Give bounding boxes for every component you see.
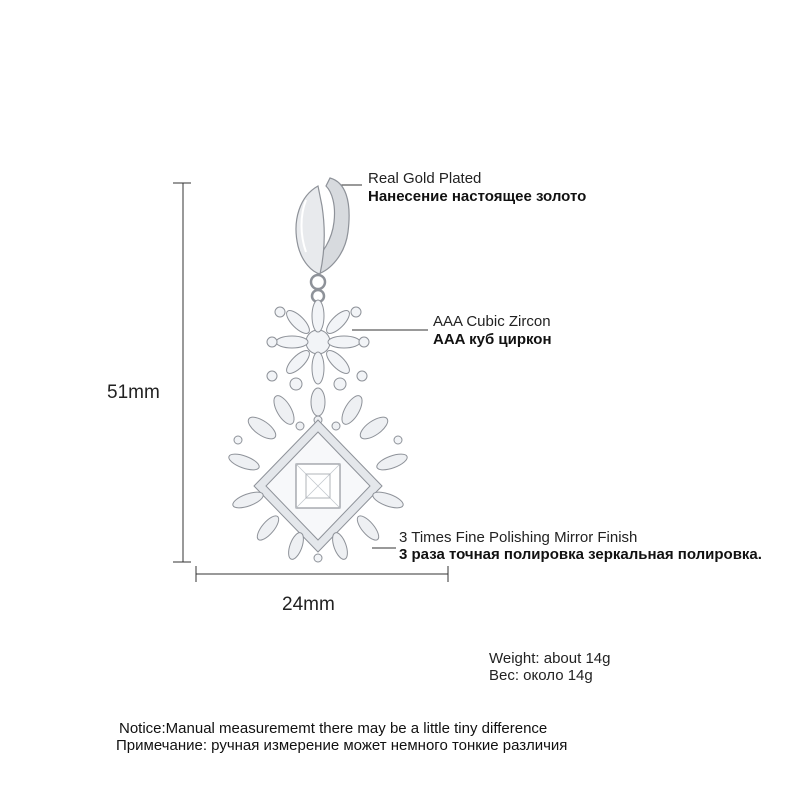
finish-label-ru: 3 раза точная полировка зеркальная полировка. [399, 546, 762, 563]
width-label: 24mm [282, 594, 335, 615]
earring-lower-cluster [227, 420, 409, 562]
weight-label-en: Weight: about 14g [489, 650, 611, 667]
earring-top-flower [267, 300, 369, 390]
width-dimension-line [196, 566, 448, 582]
plating-label-ru: Нанесение настоящее золото [368, 188, 587, 205]
height-label: 51mm [107, 382, 160, 403]
earring-clasp [296, 178, 349, 302]
stone-label-en: AAA Cubic Zircon [433, 313, 551, 330]
stone-label-ru: AAA куб циркон [433, 331, 552, 348]
finish-label-en: 3 Times Fine Polishing Mirror Finish [399, 529, 638, 546]
weight-label-ru: Вес: около 14g [489, 667, 593, 684]
notice-label-ru: Примечание: ручная измерение может немного тонкие различия [116, 737, 568, 754]
notice-label-en: Notice:Manual measurememt there may be a little tiny difference [119, 720, 548, 737]
height-dimension-line [173, 183, 191, 562]
plating-label-en: Real Gold Plated [368, 170, 482, 187]
